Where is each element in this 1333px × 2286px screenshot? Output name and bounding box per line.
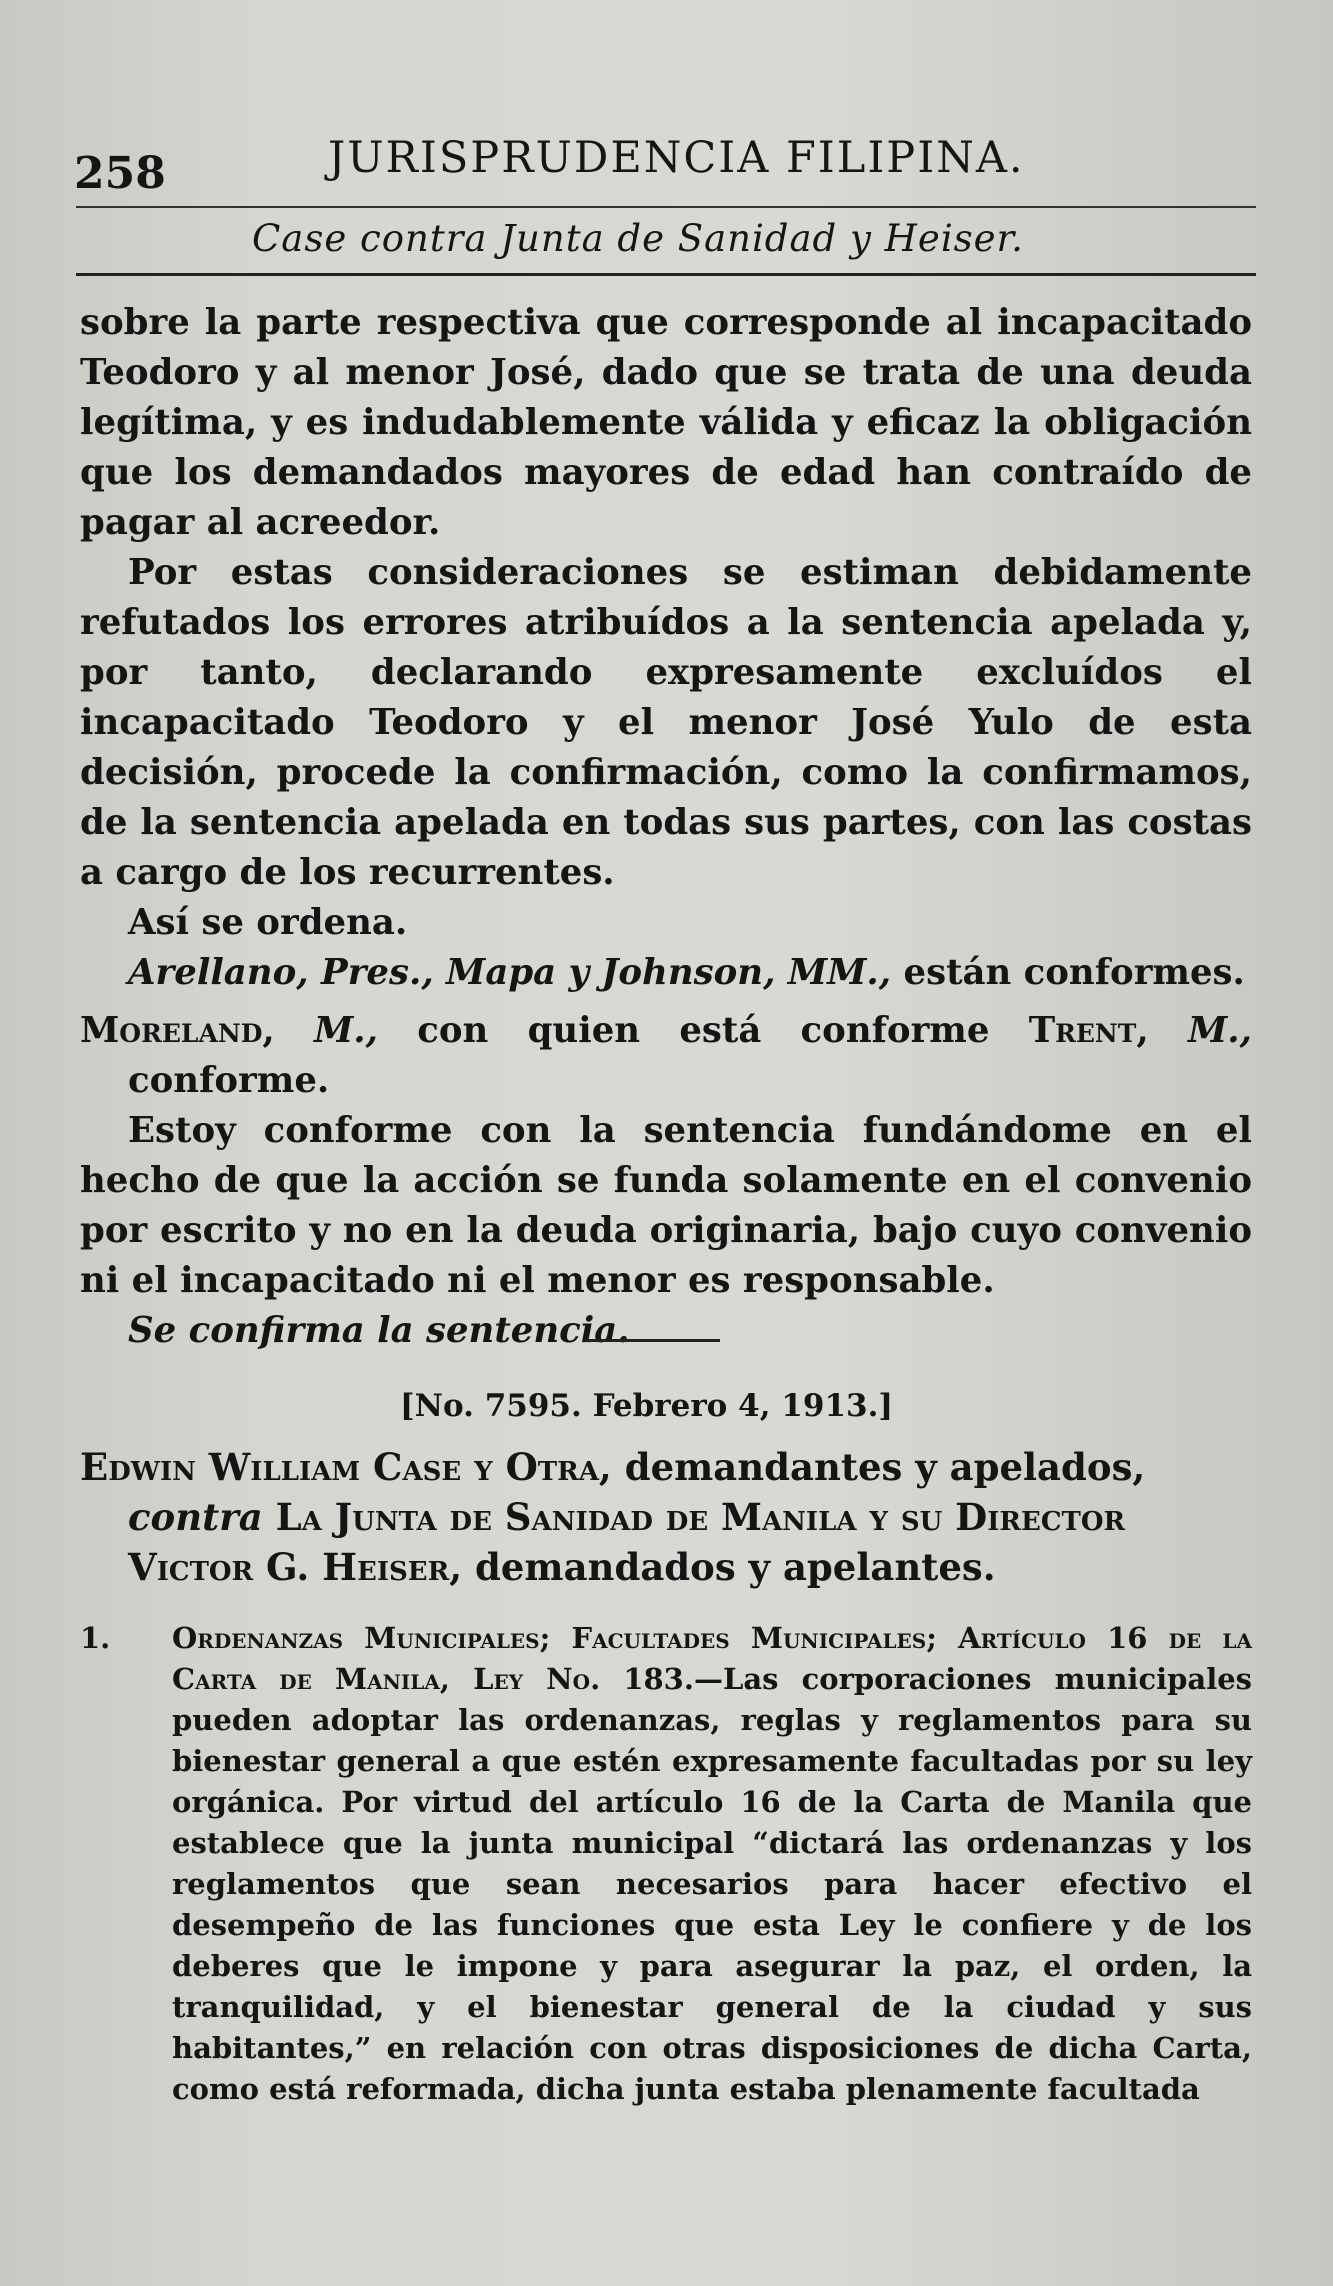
separate-joiner: Trent, (1028, 1010, 1149, 1051)
opinion-body (80, 298, 1252, 1356)
concurrence-line (80, 948, 1252, 998)
concurrence-text: están conformes. (903, 952, 1245, 993)
header-rule-bottom (76, 273, 1256, 276)
syllabus (80, 1618, 1252, 2110)
paragraph-disposition: Por estas consideraciones se estiman debidamente refutados los errores atribuídos a la sentencia apelada y, por tanto, declarando expresamente excluídos el incapacitado Teodoro y el menor José Yulo de esta decisión, procede la confirmación, como la confirmamos, de la sentencia apelada en todas sus partes, con las costas a cargo de los recurrentes. (80, 552, 1252, 893)
plaintiffs: Edwin William Case y Otra, (80, 1445, 612, 1489)
paragraph-order: Así se ordena. (128, 902, 408, 943)
journal-title: JURISPRUDENCIA FILIPINA. (328, 133, 1025, 183)
judgment-line: Se confirma la sentencia. (128, 1310, 630, 1351)
case-caption: Case contra Junta de Sanidad y Heiser. (252, 217, 1024, 260)
syllabus-text: —Las corporaciones municipales pueden adoptar las ordenanzas, reglas y reglamentos para su bienestar general a que estén expresamente facultadas por su ley orgánica. Por virtud del artículo 16 de la Carta de Manila que establece que la junta municipal “dictará las ordenanzas y los reglamentos que sean necesarios para hacer efectivo el desempeño de las funciones que esta Ley le confiere y de los deberes que le impone y para asegurar la paz, el orden, la tranquilidad, y el bienestar general de la ciudad y sus habitantes,” en relación con otras disposiciones de dicha Carta, como está reformada, dicha junta estaba plenamente facultada (172, 1662, 1252, 2106)
separate-tail-text: conforme. (128, 1060, 330, 1101)
running-head (74, 128, 1254, 198)
concurring-justices: Arellano, Pres., Mapa y Johnson, MM., (128, 952, 892, 993)
header-rule-top (76, 206, 1256, 208)
case-title (80, 1442, 1252, 1592)
case-title-line-1 (80, 1442, 1252, 1492)
defendant-board: La Junta de Sanidad de Manila y su Director (275, 1495, 1126, 1539)
separate-author-title: M., (314, 1010, 379, 1051)
paragraph-continued: sobre la parte respectiva que corresponde al incapacitado Teodoro y al menor José, dado que se trata de una deuda legítima, y es indudablemente válida y eficaz la obligación que los demandados mayores de edad han contraído de pagar al acreedor. (80, 302, 1252, 543)
separate-mid-text: con quien está conforme (417, 1010, 990, 1051)
syllabus-heading: Ordenanzas Municipales; Facultades Municipales; Artículo 16 de la Carta de Manila, Ley No. 183. (172, 1621, 1252, 1696)
separate-opinion-heading (80, 1006, 1252, 1106)
case-title-line-2 (80, 1492, 1252, 1542)
syllabus-item (172, 1618, 1252, 2110)
separate-joiner-title: M., (1188, 1010, 1253, 1051)
page-number: 258 (74, 148, 166, 199)
contra-word: contra (128, 1495, 263, 1539)
paragraph-concurring: Estoy conforme con la sentencia fundándome en el hecho de que la acción se funda solamente en el convenio por escrito y no en la deuda originaria, bajo cuyo convenio ni el incapacitado ni el menor es responsable. (80, 1110, 1252, 1301)
plaintiffs-role: demandantes y apelados, (624, 1445, 1146, 1489)
defendants-role: demandados y apelantes. (475, 1545, 996, 1589)
defendant-director: Victor G. Heiser, (128, 1545, 463, 1589)
case-number: [No. 7595. Febrero 4, 1913.] (400, 1388, 894, 1424)
separate-author: Moreland, (80, 1010, 275, 1051)
syllabus-item-number: 1. (80, 1621, 111, 1655)
section-divider (585, 1339, 720, 1342)
case-title-line-3 (80, 1542, 1252, 1592)
